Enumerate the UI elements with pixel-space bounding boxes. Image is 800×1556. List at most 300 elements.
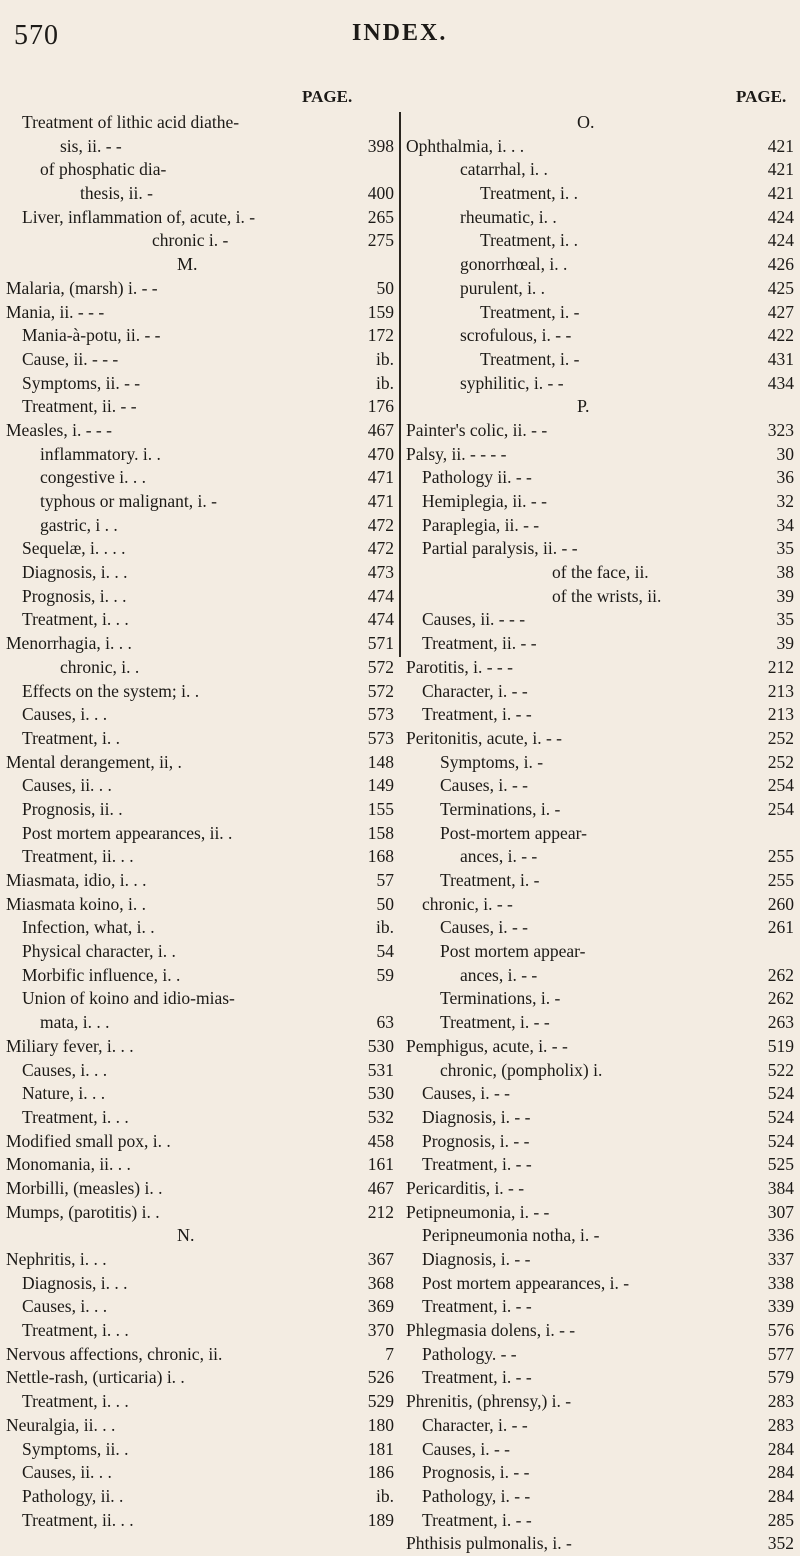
index-entry (402, 1295, 798, 1319)
entry-text: gastric, i . . (40, 514, 118, 535)
entry-text: catarrhal, i. . (460, 159, 548, 180)
entry-page: 284 (767, 1485, 794, 1506)
index-entry (2, 514, 398, 538)
entry-page: 572 (367, 680, 394, 701)
entry-text: ances, i. - - (460, 964, 538, 985)
index-entry (2, 561, 398, 585)
left-entry-list (2, 111, 398, 1532)
entry-text: Ophthalmia, i. . . (406, 135, 525, 156)
entry-page: 467 (367, 419, 394, 440)
index-entry (402, 1224, 798, 1248)
entry-text: Prognosis, i. - - (422, 1130, 530, 1151)
entry-text: Symptoms, ii. - - (22, 372, 141, 393)
index-entry (402, 1248, 798, 1272)
index-entry (2, 1059, 398, 1083)
index-entry (2, 1130, 398, 1154)
entry-text: Treatment, i. - - (422, 1367, 532, 1388)
index-entry (2, 1082, 398, 1106)
index-entry (2, 490, 398, 514)
entry-text: Paraplegia, ii. - - (422, 514, 540, 535)
index-entry (402, 1461, 798, 1485)
entry-page: 370 (367, 1320, 394, 1341)
entry-text: Nephritis, i. . . (6, 1249, 107, 1269)
index-entry (2, 1201, 398, 1225)
entry-text: Pemphigus, acute, i. - - (406, 1035, 568, 1056)
entry-text: Treatment, i. - - (422, 704, 532, 725)
entry-text: Treatment, i. . . (22, 609, 129, 630)
entry-page: 252 (767, 727, 794, 748)
entry-page: 530 (367, 1083, 394, 1104)
index-entry (402, 703, 798, 727)
entry-page: 368 (367, 1272, 394, 1293)
index-entry (2, 1272, 398, 1296)
entry-text: Terminations, i. - (440, 988, 561, 1009)
right-column-header (402, 85, 798, 111)
index-entry (402, 182, 798, 206)
entry-page: 529 (367, 1391, 394, 1412)
entry-text: Terminations, i. - (440, 798, 561, 819)
entry-page: 369 (367, 1296, 394, 1317)
entry-text: Liver, inflammation of, acute, i. - (22, 206, 256, 227)
index-entry (402, 585, 798, 609)
index-entry (402, 443, 798, 467)
entry-text: Measles, i. - - - (6, 419, 112, 440)
entry-page: 524 (767, 1106, 794, 1127)
entry-text: gonorrhœal, i. . (460, 254, 568, 275)
left-column-header (2, 85, 398, 111)
entry-text: Diagnosis, i. . . (22, 562, 128, 583)
entry-text: Treatment, i. - (440, 870, 540, 890)
entry-page: 57 (376, 870, 394, 890)
entry-page: 573 (367, 727, 394, 748)
index-entry (2, 229, 398, 253)
entry-text: Treatment, ii. - - (22, 396, 137, 417)
entry-page: 168 (367, 846, 394, 867)
entry-text: Treatment, i. - - (422, 1296, 532, 1317)
index-entry (402, 893, 798, 917)
index-entry (402, 727, 798, 751)
entry-text: Nettle-rash, (urticaria) i. . (6, 1367, 185, 1388)
index-entry (402, 135, 798, 159)
index-entry (402, 1059, 798, 1083)
entry-text: Symptoms, ii. . (22, 1438, 129, 1459)
entry-page: 323 (767, 419, 794, 440)
entry-page: 434 (767, 372, 794, 393)
entry-text: Physical character, i. . (22, 941, 176, 962)
entry-page: 148 (367, 751, 394, 772)
entry-page: 470 (367, 443, 394, 464)
entry-page: 339 (767, 1296, 794, 1317)
entry-text: Pathology, i. - - (422, 1485, 531, 1506)
entry-page: 307 (767, 1201, 794, 1222)
entry-text: Causes, i. - - (440, 775, 528, 796)
entry-page: 213 (767, 680, 794, 701)
index-entry (402, 1106, 798, 1130)
index-entry (2, 135, 398, 159)
entry-text: Diagnosis, i. - - (422, 1249, 531, 1269)
entry-page: 261 (767, 917, 794, 938)
entry-text: Union of koino and idio-mias- (22, 988, 235, 1009)
column-divider (399, 112, 401, 657)
index-entry (2, 869, 398, 893)
entry-text: rheumatic, i. . (460, 206, 557, 227)
index-entry (402, 1414, 798, 1438)
entry-page: 38 (776, 562, 794, 583)
entry-page: 32 (776, 491, 794, 511)
entry-text: Causes, ii. . . (22, 1462, 112, 1483)
index-entry (2, 1461, 398, 1485)
entry-text: Treatment of lithic acid diathe- (22, 112, 240, 132)
entry-page: 39 (776, 633, 794, 654)
entry-text: Miasmata, idio, i. . . (6, 870, 147, 890)
entry-text: Diagnosis, i. . . (22, 1272, 128, 1293)
entry-text: ances, i. - - (460, 846, 538, 867)
entry-text: of phosphatic dia- (40, 159, 167, 180)
entry-text: Monomania, ii. . . (6, 1154, 131, 1175)
index-entry (2, 301, 398, 325)
entry-page: 180 (367, 1414, 394, 1435)
entry-text: Character, i. - - (422, 680, 528, 701)
index-entry (402, 1177, 798, 1201)
entry-text: Treatment, i. . . (22, 1106, 129, 1127)
index-entry (2, 419, 398, 443)
entry-text: of the wrists, ii. (552, 585, 662, 606)
index-entry (2, 703, 398, 727)
section-letter (2, 253, 398, 277)
entry-page: 367 (367, 1249, 394, 1269)
index-entry (402, 680, 798, 704)
entry-page: 352 (767, 1533, 794, 1554)
entry-text: inflammatory. i. . (40, 443, 161, 464)
entry-text: Causes, i. - - (422, 1083, 510, 1104)
entry-page: 172 (367, 325, 394, 346)
entry-text: Mania-à-potu, ii. - - (22, 325, 161, 346)
index-entry (402, 206, 798, 230)
entry-page: 421 (767, 159, 794, 180)
entry-text: Treatment, i. . . (22, 1320, 129, 1341)
index-entry (2, 798, 398, 822)
right-entry-list (402, 111, 798, 1556)
entry-text: Pathology, ii. . (22, 1485, 124, 1506)
index-entry (402, 869, 798, 893)
entry-page: 155 (367, 798, 394, 819)
index-entry (2, 206, 398, 230)
index-entry (402, 348, 798, 372)
entry-page: 576 (767, 1320, 794, 1341)
entry-page: 255 (767, 870, 794, 890)
index-entry (2, 964, 398, 988)
index-entry (2, 1438, 398, 1462)
index-entry (2, 1509, 398, 1533)
entry-text: Miliary fever, i. . . (6, 1035, 134, 1056)
entry-text: Treatment, i. . (480, 230, 579, 251)
entry-text: Nature, i. . . (22, 1083, 106, 1104)
index-entry (402, 916, 798, 940)
index-entry (2, 182, 398, 206)
entry-text: Peripneumonia notha, i. - (422, 1225, 600, 1246)
entry-text: thesis, ii. - (80, 183, 153, 204)
index-entry (402, 608, 798, 632)
entry-page: 262 (767, 964, 794, 985)
entry-text: Treatment, ii. . . (22, 846, 134, 867)
index-entry (402, 1130, 798, 1154)
entry-page: 63 (376, 1012, 394, 1033)
index-entry (2, 774, 398, 798)
entry-text: Diagnosis, i. - - (422, 1106, 531, 1127)
index-entry (402, 1319, 798, 1343)
entry-text: Prognosis, ii. . (22, 798, 123, 819)
left-index-column (2, 85, 398, 1532)
entry-page: 283 (767, 1414, 794, 1435)
index-entry (402, 537, 798, 561)
entry-page: 572 (367, 656, 394, 677)
entry-text: Post mortem appear- (440, 941, 586, 962)
index-entry (2, 1295, 398, 1319)
entry-text: Peritonitis, acute, i. - - (406, 727, 563, 748)
entry-text: Treatment, i. - - (422, 1154, 532, 1175)
index-entry (2, 1153, 398, 1177)
entry-page: 159 (367, 301, 394, 322)
entry-page: 458 (367, 1130, 394, 1151)
entry-text: Treatment, i. . . (22, 1391, 129, 1412)
index-entry (2, 1414, 398, 1438)
entry-text: Phlegmasia dolens, i. - - (406, 1320, 576, 1341)
page-number: 570 (14, 20, 59, 51)
index-entry (402, 822, 798, 846)
index-entry (402, 1082, 798, 1106)
entry-page: ib. (376, 348, 394, 369)
right-index-column (402, 85, 798, 1556)
right-page-label: PAGE. (736, 87, 787, 106)
entry-text: M. (177, 254, 198, 275)
index-entry (2, 680, 398, 704)
entry-page: 275 (367, 230, 394, 251)
entry-page: 472 (367, 538, 394, 559)
entry-page: 425 (767, 277, 794, 298)
entry-page: 530 (367, 1035, 394, 1056)
entry-text: chronic i. - (152, 230, 229, 251)
entry-page: 265 (367, 206, 394, 227)
entry-text: Character, i. - - (422, 1414, 528, 1435)
entry-text: syphilitic, i. - - (460, 372, 564, 393)
entry-text: Infection, what, i. . (22, 917, 155, 938)
index-entry (402, 490, 798, 514)
index-entry (2, 1390, 398, 1414)
entry-page: 338 (767, 1272, 794, 1293)
index-entry (402, 229, 798, 253)
entry-page: 255 (767, 846, 794, 867)
entry-text: Causes, ii. . . (22, 775, 112, 796)
entry-text: Cause, ii. - - - (22, 348, 119, 369)
entry-text: Nervous affections, chronic, ii. (6, 1343, 223, 1364)
index-entry (402, 751, 798, 775)
entry-text: Pericarditis, i. - - (406, 1177, 525, 1198)
index-entry (402, 253, 798, 277)
entry-text: Treatment, i. - (480, 301, 580, 322)
index-entry (402, 1532, 798, 1556)
entry-text: P. (577, 396, 590, 417)
index-entry (402, 1509, 798, 1533)
index-entry (402, 987, 798, 1011)
entry-text: congestive i. . . (40, 467, 146, 488)
index-entry (402, 774, 798, 798)
entry-text: Morbific influence, i. . (22, 964, 181, 985)
index-entry (402, 1485, 798, 1509)
entry-page: 431 (767, 348, 794, 369)
entry-text: scrofulous, i. - - (460, 325, 572, 346)
index-entry (402, 1153, 798, 1177)
index-entry (2, 656, 398, 680)
index-entry (2, 727, 398, 751)
index-entry (402, 419, 798, 443)
entry-page: 336 (767, 1225, 794, 1246)
entry-page: 212 (767, 656, 794, 677)
index-entry (2, 277, 398, 301)
index-entry (402, 964, 798, 988)
index-entry (2, 324, 398, 348)
entry-text: Treatment, ii. - - (422, 633, 537, 654)
entry-text: purulent, i. . (460, 277, 546, 298)
index-entry (402, 514, 798, 538)
entry-page: 50 (376, 893, 394, 914)
entry-page: 472 (367, 514, 394, 535)
index-entry (402, 1343, 798, 1367)
entry-page: 7 (385, 1343, 394, 1364)
entry-page: 532 (367, 1106, 394, 1127)
entry-page: 39 (776, 585, 794, 606)
entry-page: 212 (367, 1201, 394, 1222)
index-entry (402, 1272, 798, 1296)
entry-text: Hemiplegia, ii. - - (422, 491, 547, 511)
entry-text: Effects on the system; i. . (22, 680, 200, 701)
entry-text: of the face, ii. (552, 562, 649, 583)
index-entry (2, 537, 398, 561)
entry-page: 421 (767, 183, 794, 204)
entry-page: 54 (376, 941, 394, 962)
entry-text: chronic, i. - - (422, 893, 513, 914)
entry-text: Treatment, ii. . . (22, 1509, 134, 1530)
entry-page: 384 (767, 1177, 794, 1198)
entry-text: Post mortem appearances, i. - (422, 1272, 630, 1293)
entry-text: Neuralgia, ii. . . (6, 1414, 116, 1435)
index-entry (402, 1438, 798, 1462)
index-entry (402, 1011, 798, 1035)
entry-page: 284 (767, 1438, 794, 1459)
entry-page: 525 (767, 1154, 794, 1175)
entry-text: Causes, i. - - (422, 1438, 510, 1459)
entry-text: Treatment, i. . (22, 727, 121, 748)
section-letter (402, 111, 798, 135)
entry-text: Modified small pox, i. . (6, 1130, 171, 1151)
entry-page: 473 (367, 562, 394, 583)
entry-text: Treatment, i. - - (440, 1012, 550, 1033)
index-entry (2, 372, 398, 396)
entry-page: 35 (776, 609, 794, 630)
entry-text: Miasmata koino, i. . (6, 893, 146, 914)
index-entry (2, 1177, 398, 1201)
entry-page: 149 (367, 775, 394, 796)
entry-text: Symptoms, i. - (440, 751, 544, 772)
entry-page: 262 (767, 988, 794, 1009)
index-entry (2, 348, 398, 372)
index-entry (2, 1319, 398, 1343)
section-letter (2, 1224, 398, 1248)
entry-text: Mumps, (parotitis) i. . (6, 1201, 160, 1222)
entry-page: 579 (767, 1367, 794, 1388)
entry-page: 524 (767, 1130, 794, 1151)
index-entry (2, 1343, 398, 1367)
entry-text: Menorrhagia, i. . . (6, 633, 132, 654)
index-entry (2, 822, 398, 846)
entry-text: chronic, (pompholix) i. (440, 1059, 603, 1080)
index-entry (2, 608, 398, 632)
page-title: INDEX. (352, 20, 448, 46)
index-entry (2, 893, 398, 917)
entry-text: Petipneumonia, i. - - (406, 1201, 550, 1222)
index-entry (402, 1201, 798, 1225)
entry-page: 526 (367, 1367, 394, 1388)
entry-page: 424 (767, 230, 794, 251)
entry-text: Mental derangement, ii, . (6, 751, 182, 772)
entry-page: 573 (367, 704, 394, 725)
entry-text: Pathology ii. - - (422, 467, 532, 488)
entry-page: 213 (767, 704, 794, 725)
index-entry (2, 1366, 398, 1390)
entry-page: 260 (767, 893, 794, 914)
entry-page: 571 (367, 633, 394, 654)
index-entry (2, 1485, 398, 1509)
index-entry (402, 845, 798, 869)
entry-text: Causes, ii. - - - (422, 609, 526, 630)
index-entry (2, 1035, 398, 1059)
entry-page: 186 (367, 1462, 394, 1483)
entry-text: Mania, ii. - - - (6, 301, 105, 322)
index-entry (402, 466, 798, 490)
index-entry (402, 372, 798, 396)
entry-text: Palsy, ii. - - - - (406, 443, 507, 464)
index-entry (2, 443, 398, 467)
index-entry (2, 466, 398, 490)
entry-page: 181 (367, 1438, 394, 1459)
entry-page: 285 (767, 1509, 794, 1530)
index-entry (2, 1248, 398, 1272)
entry-page: 189 (367, 1509, 394, 1530)
entry-text: Parotitis, i. - - - (406, 656, 513, 677)
entry-page: 427 (767, 301, 794, 322)
index-entry (2, 585, 398, 609)
index-entry (402, 632, 798, 656)
entry-page: 398 (367, 135, 394, 156)
entry-text: Phrenitis, (phrensy,) i. - (406, 1391, 572, 1412)
index-entry (402, 561, 798, 585)
entry-page: ib. (376, 1485, 394, 1506)
entry-page: 421 (767, 135, 794, 156)
entry-text: mata, i. . . (40, 1012, 110, 1033)
entry-text: Causes, i. . . (22, 704, 108, 725)
index-entry (2, 940, 398, 964)
entry-text: Malaria, (marsh) i. - - (6, 277, 158, 298)
index-entry (402, 158, 798, 182)
entry-page: 34 (776, 514, 794, 535)
index-entry (402, 656, 798, 680)
entry-text: Painter's colic, ii. - - (406, 419, 548, 440)
entry-page: 531 (367, 1059, 394, 1080)
entry-text: Morbilli, (measles) i. . (6, 1177, 163, 1198)
index-entry (2, 632, 398, 656)
entry-text: Treatment, i. - (480, 348, 580, 369)
entry-text: chronic, i. . (60, 656, 140, 677)
index-entry (402, 1390, 798, 1414)
